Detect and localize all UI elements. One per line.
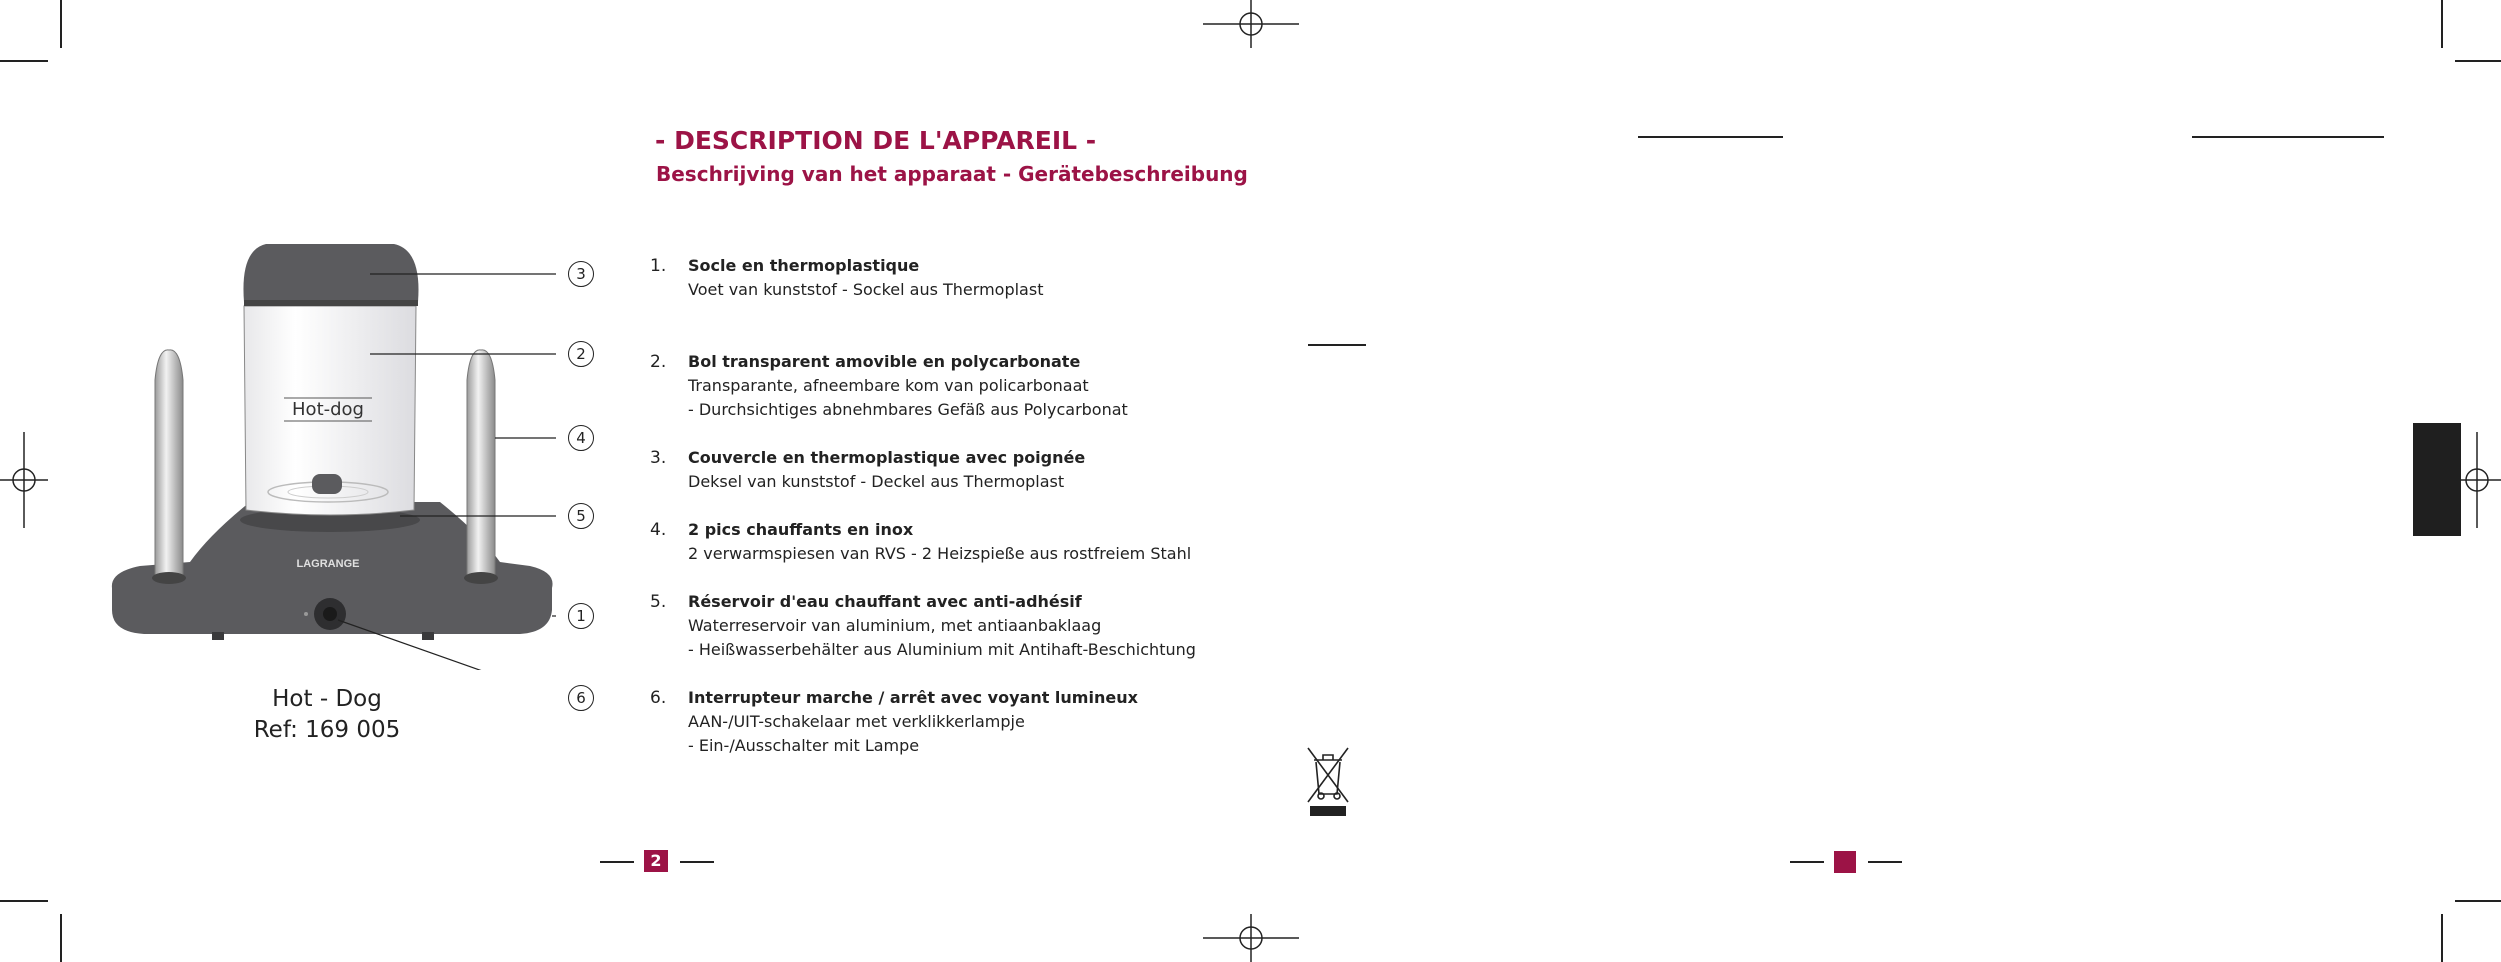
page-rule	[680, 861, 714, 863]
item-number: 6.	[650, 688, 667, 708]
page-number-left: 2	[644, 850, 668, 872]
item-line-1: Deksel van kunststof - Deckel aus Thermoplast	[688, 472, 1065, 491]
page-subtitle: Beschrijving van het apparaat - Gerätebeschreibung	[656, 162, 1248, 186]
item-line-1: Voet van kunststof - Sockel aus Thermoplast	[688, 280, 1044, 299]
item-title-fr: Interrupteur marche / arrêt avec voyant lumineux	[688, 688, 1138, 707]
callout-6: 6	[568, 685, 594, 711]
hot-dog-appliance-illustration	[100, 230, 620, 670]
item-number: 1.	[650, 256, 667, 276]
item-line-1: Transparante, afneembare kom van policarbonaat	[688, 376, 1089, 395]
page-rule	[1868, 861, 1902, 863]
page-number-right	[1834, 851, 1856, 873]
item-number: 4.	[650, 520, 667, 540]
item-line-2: - Durchsichtiges abnehmbares Gefäß aus Polycarbonat	[688, 400, 1128, 419]
page-title: - DESCRIPTION DE L'APPAREIL -	[655, 126, 1097, 155]
section-tab	[2413, 423, 2461, 536]
item-line-1: AAN-/UIT-schakelaar met verklikkerlampje	[688, 712, 1025, 731]
item-number: 5.	[650, 592, 667, 612]
item-number: 2.	[650, 352, 667, 372]
item-title-fr: Couvercle en thermoplastique avec poignée	[688, 448, 1086, 467]
item-number: 3.	[650, 448, 667, 468]
brand-label: LAGRANGE	[296, 558, 360, 570]
callout-4: 4	[568, 425, 594, 451]
callout-3: 3	[568, 261, 594, 287]
item-line-1: Waterreservoir van aluminium, met antiaanbaklaag	[688, 616, 1102, 635]
item-line-2: - Ein-/Ausschalter mit Lampe	[688, 736, 920, 755]
crossed-out-wheelie-bin-icon	[1304, 744, 1352, 818]
item-title-fr: Réservoir d'eau chauffant avec anti-adhésif	[688, 592, 1082, 611]
item-line-2: - Heißwasserbehälter aus Aluminium mit Antihaft-Beschichtung	[688, 640, 1196, 659]
page-rule	[600, 861, 634, 863]
callout-5: 5	[568, 503, 594, 529]
item-title-fr: Bol transparent amovible en polycarbonate	[688, 352, 1081, 371]
item-title-fr: 2 pics chauffants en inox	[688, 520, 914, 539]
callout-1: 1	[568, 603, 594, 629]
item-title-fr: Socle en thermoplastique	[688, 256, 920, 275]
callout-2: 2	[568, 341, 594, 367]
bowl-label: Hot-dog	[292, 399, 364, 420]
item-line-1: 2 verwarmspiesen van RVS - 2 Heizspieße aus rostfreiem Stahl	[688, 544, 1192, 563]
product-name: Hot - Dog	[272, 686, 382, 712]
product-ref: Ref: 169 005	[253, 717, 401, 743]
page-rule	[1790, 861, 1824, 863]
